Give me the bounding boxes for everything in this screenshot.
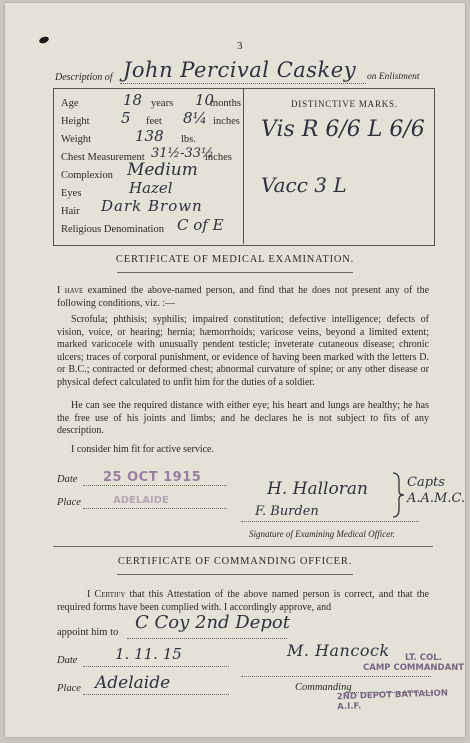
weight-label: Weight bbox=[61, 134, 92, 145]
signature-brace bbox=[391, 471, 405, 519]
height-inches-value: 8¼ bbox=[183, 109, 208, 127]
signature-line bbox=[241, 521, 419, 522]
eyes-value: Hazel bbox=[129, 179, 173, 197]
commanding-officer-signature: M. Hancock bbox=[287, 641, 390, 660]
chest-label: Chest Measurement bbox=[61, 152, 145, 163]
signature-caption: Signature of Examining Medical Officer. bbox=[249, 529, 395, 539]
section-divider bbox=[53, 546, 433, 547]
medical-certificate-title: CERTIFICATE OF MEDICAL EXAMINATION. bbox=[115, 254, 355, 265]
camp-commandant-stamp: CAMP COMMANDANT bbox=[363, 663, 465, 673]
commanding-place-label: Place bbox=[57, 683, 81, 694]
age-months-value: 10 bbox=[195, 91, 215, 109]
commanding-signature-line bbox=[241, 676, 431, 677]
commanding-date-label: Date bbox=[57, 655, 78, 666]
attestation-page bbox=[5, 3, 465, 737]
chest-value: 31½-33½ bbox=[151, 146, 214, 161]
commanding-title-rule bbox=[117, 574, 353, 575]
page-number: 3 bbox=[237, 40, 243, 52]
commanding-label: Commanding bbox=[295, 682, 352, 693]
appoint-line bbox=[127, 638, 287, 639]
medical-date-line bbox=[83, 485, 227, 486]
medical-intro: I have examined the above-named person, and find that he does not present any of the following conditions, viz. :— bbox=[57, 285, 430, 309]
enlistee-name: John Percival Caskey bbox=[123, 58, 357, 82]
medical-conditions: Scrofula; phthisis; syphilis; impaired constitution; defective intelligence; defects of vision, voice, or hearing; hernia; hæmorrhoids; varicose veins, beyond a limited extent; marked varicocele with unusually pendent testicle; inveterate cutaneous disease; chronic ulcers; traces of corporal punishment, or evidence of having been marked with the letters D. or B.C.; contracted or deformed chest; abnormal curvature of spine; or any other disease or physical defect calculated to unfit him for the duties of a soldier. bbox=[57, 314, 429, 388]
weight-unit: lbs. bbox=[181, 134, 196, 145]
commanding-date-value: 1. 11. 15 bbox=[115, 645, 182, 663]
commanding-statement: I Certify that this Attestation of the above named person is correct, and that the required forms have been complied with. I accordingly approve, and bbox=[57, 589, 429, 613]
medical-fit-declaration: I consider him fit for active service. bbox=[71, 444, 214, 455]
medical-place-label: Place bbox=[57, 497, 81, 508]
chest-unit: inches bbox=[205, 152, 232, 163]
appoint-label: appoint him to bbox=[57, 627, 119, 638]
description-label: Description of bbox=[55, 72, 113, 83]
height-feet-unit: feet bbox=[146, 116, 162, 127]
medical-fitness-statement: He can see the required distance with either eye; his heart and lungs are healthy; he has the free use of his joints and limbs; and he declares he is not subject to fits of any description. bbox=[57, 400, 429, 437]
medical-place-stamp: ADELAIDE bbox=[113, 495, 169, 506]
medical-officer-signature-1: H. Halloran bbox=[267, 479, 368, 499]
rank-stamp: LT. COL. bbox=[405, 653, 442, 663]
battalion-stamp: 2ND DEPOT BATTALION A.I.F. bbox=[336, 688, 449, 713]
punch-hole bbox=[38, 35, 49, 44]
medical-date-label: Date bbox=[57, 474, 78, 485]
weight-value: 138 bbox=[135, 127, 164, 145]
description-underline bbox=[120, 83, 366, 84]
age-years-unit: years bbox=[151, 98, 174, 109]
age-label: Age bbox=[61, 98, 79, 109]
complexion-label: Complexion bbox=[61, 170, 113, 181]
commanding-certificate-title: CERTIFICATE OF COMMANDING OFFICER. bbox=[117, 556, 353, 567]
height-label: Height bbox=[61, 116, 90, 127]
complexion-value: Medium bbox=[127, 160, 198, 180]
age-months-unit: months bbox=[210, 98, 241, 109]
description-suffix: on Enlistment bbox=[367, 72, 420, 82]
medical-officer-signature-2: F. Burden bbox=[255, 504, 319, 519]
hair-label: Hair bbox=[61, 206, 80, 217]
medical-date-stamp: 25 OCT 1915 bbox=[103, 470, 202, 485]
box-divider bbox=[243, 88, 244, 244]
religion-value: C of E bbox=[177, 216, 224, 234]
medical-officer-rank-note: Capts A.A.M.C. bbox=[407, 475, 466, 506]
commanding-date-line bbox=[83, 666, 229, 667]
hair-value: Dark Brown bbox=[101, 197, 203, 215]
distinctive-marks-vision: Vis R 6/6 L 6/6 bbox=[261, 117, 425, 142]
appoint-value: C Coy 2nd Depot bbox=[135, 612, 290, 633]
medical-place-line bbox=[83, 508, 227, 509]
eyes-label: Eyes bbox=[61, 188, 82, 199]
distinctive-marks-heading: DISTINCTIVE MARKS. bbox=[291, 99, 398, 109]
commanding-place-value: Adelaide bbox=[95, 673, 171, 693]
height-inches-unit: inches bbox=[213, 116, 240, 127]
medical-title-rule bbox=[117, 272, 353, 273]
distinctive-marks-vaccination: Vacc 3 L bbox=[261, 173, 347, 197]
age-years-value: 18 bbox=[123, 91, 143, 109]
commanding-place-line bbox=[83, 694, 229, 695]
height-feet-value: 5 bbox=[121, 109, 131, 127]
religion-label: Religious Denomination bbox=[61, 224, 164, 235]
particulars-box bbox=[53, 88, 435, 246]
